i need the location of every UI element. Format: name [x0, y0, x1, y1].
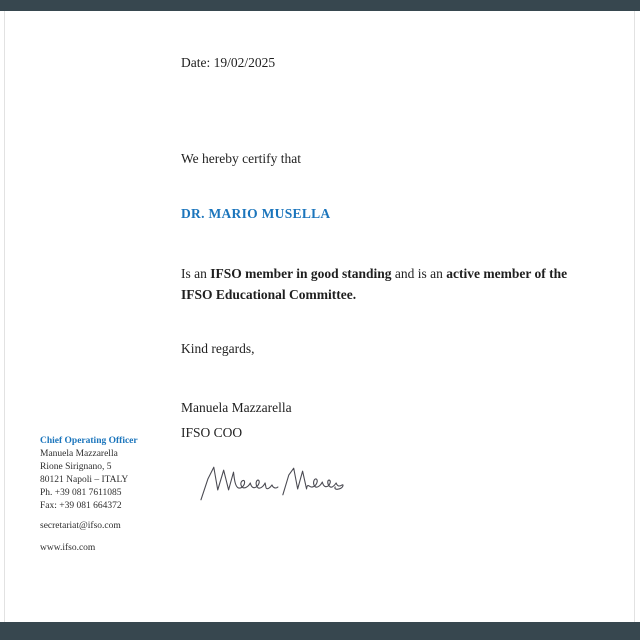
- signer-name: Manuela Mazzarella: [181, 400, 292, 415]
- contact-email: secretariat@ifso.com: [40, 521, 121, 531]
- page-left-border: [4, 11, 5, 622]
- top-letterhead-bar: [0, 0, 640, 11]
- signer-title: IFSO COO: [181, 425, 243, 440]
- body-text-part1: Is an: [181, 266, 211, 281]
- recipient-name: DR. MARIO MUSELLA: [181, 206, 331, 221]
- body-text-bold1: IFSO member in good standing: [210, 266, 392, 281]
- certification-paragraph: [181, 263, 583, 305]
- body-text-bold2: active member of the IFSO Educational Committee.: [181, 266, 568, 302]
- closing-line: Kind regards,: [181, 341, 255, 356]
- contact-name: Manuela Mazzarella: [40, 449, 118, 459]
- contact-street: Rione Sirignano, 5: [40, 462, 112, 472]
- certify-statement: We hereby certify that: [181, 151, 301, 166]
- date-line: Date: 19/02/2025: [181, 55, 276, 70]
- contact-role-title: Chief Operating Officer: [40, 436, 138, 446]
- bottom-letterhead-bar: [0, 622, 640, 640]
- contact-city: 80121 Napoli – ITALY: [40, 475, 129, 485]
- signature-image: [198, 463, 346, 503]
- contact-website: www.ifso.com: [40, 543, 96, 553]
- contact-fax: Fax: +39 081 664372: [40, 501, 122, 511]
- page-right-border: [634, 11, 635, 622]
- body-text-part2: and is an: [391, 266, 447, 281]
- letterhead-contact-block: [40, 435, 180, 513]
- contact-phone: Ph. +39 081 7611085: [40, 488, 122, 498]
